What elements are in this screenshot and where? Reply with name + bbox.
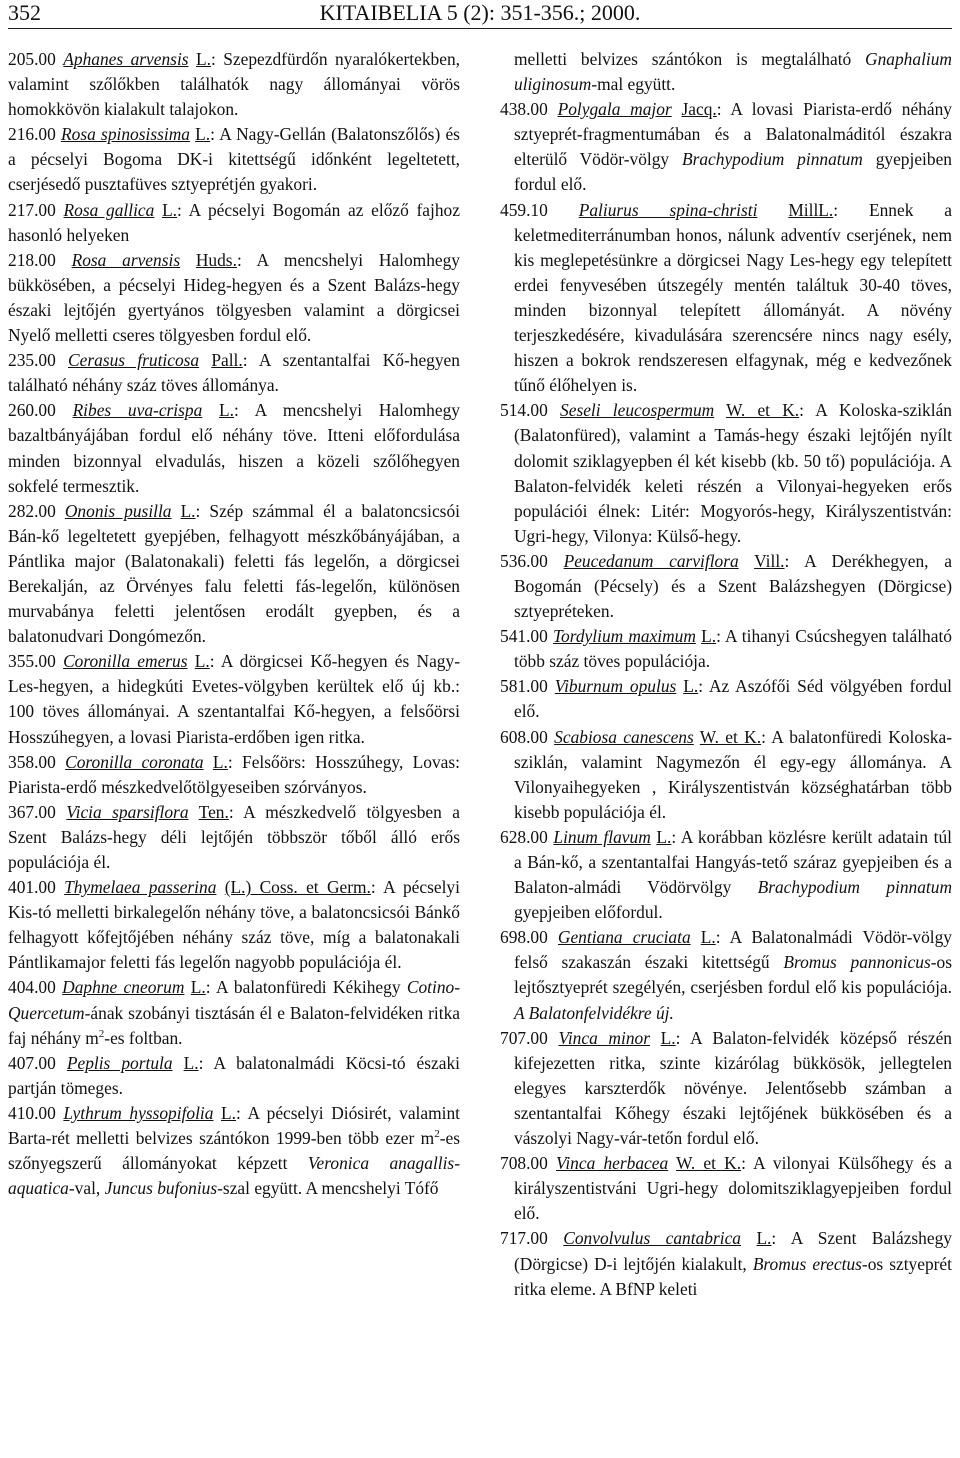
species-entry: 407.00 Peplis portula L.: A balatonalmádi Köcsi-tó északi partján tömeges.	[8, 1052, 460, 1098]
species-entry: 514.00 Seseli leucospermum W. et K.: A Koloska-sziklán (Balatonfüred), valamint a Tamás-hegy északi lejtőjén nyílt dolomit sziklagyepben él két kisebb (kb. 50 tő) populációja. A Balaton-felvidék keleti részén a Vilonyai-hegyeken erős populációi élnek: Litér: Mogyorós-hegy, Királyszentistván: Ugri-hegy, Vilonya: Külső-hegy.	[500, 400, 952, 546]
species-entry: 367.00 Vicia sparsiflora Ten.: A mészkedvelő tölgyesben a Szent Balázs-hegy déli lejtőjén többször tőből álló erős populációja él.	[8, 801, 460, 872]
species-entry: 628.00 Linum flavum L.: A korábban közlésre került adatain túl a Bán-kő, a szentantalfai Hangyás-tető száraz gyepjeiben és a Balaton-almádi Vödörvölgy Brachypodium pinnatum gyepjeiben előfordul.	[500, 826, 953, 923]
species-entry: 608.00 Scabiosa canescens W. et K.: A balatonfüredi Koloska-sziklán, valamint Nagymezőn él egy-egy állománya. A Vilonyaihegyeken , Királyszentistván községhatárban több kisebb populációja él.	[500, 726, 952, 822]
species-entry: 355.00 Coronilla emerus L.: A dörgicsei Kő-hegyen és Nagy-Les-hegyen, a hidegkúti Evetes-völgyben kerültek elő új kb.: 100 töves állományai. A szentantalfai Kő-hegyen, a felsőörsi Hosszúhegyen, a lovasi Piarista-erdőben igen ritka.	[8, 651, 460, 747]
species-entry: 698.00 Gentiana cruciata L.: A Balatonalmádi Vödör-völgy felső szakaszán északi kitettségű Bromus pannonicus-os lejtősztyeprét szegélyén, cserjésben fordul elő kis populációja. A Balatonfelvidékre új.	[500, 927, 952, 1023]
species-entry: 260.00 Ribes uva-crispa L.: A mencshelyi Halomhegy bazaltbányájában fordul elő néhány töve. Itteni előfordulása minden bizonnyal elvadulás, hiszen a közeli szőlőhegyen sokfelé termesztik.	[8, 400, 460, 496]
species-entry: 216.00 Rosa spinosissima L.: A Nagy-Gellán (Balatonszőlős) és a pécselyi Bogoma DK-i kitettségű időnként legeltetett, cserjésedő pusztafüves sztyeprétjén gyakori.	[8, 124, 460, 195]
species-entry: 235.00 Cerasus fruticosa Pall.: A szentantalfai Kő-hegyen található néhány száz töves állománya.	[8, 350, 460, 396]
page-number: 352	[8, 0, 41, 25]
right-column	[500, 47, 952, 1302]
species-entry: 282.00 Ononis pusilla L.: Szép számmal él a balatoncsicsói Bán-kő legeltetett gyepjében, felhagyott mészkőbányájában, a Pántlika major (Balatonakali) feletti fás legelőn, a dörgicsei Berekalján, az Örvényes falu feletti fás-legelőn, különösen murvabánya feletti jelentősen erodált gyepben, és a balatonudvari Dongómezőn.	[8, 500, 460, 647]
species-entry: 358.00 Coronilla coronata L.: Felsőörs: Hosszúhegy, Lovas: Piarista-erdő mészkedvelőtölgyeseiben szórványos.	[8, 751, 460, 797]
species-entry: 410.00 Lythrum hyssopifolia L.: A pécselyi Diósirét, valamint Barta-rét melletti belvizes szántókon 1999-ben több ezer $m^2-es$ szőnyegszerű állományokat képzett Veronica anagallis-aquatica-val, Juncus bufonius-szal együtt. A mencshelyi Tófő	[8, 1102, 460, 1199]
species-entry: 707.00 Vinca minor L.: A Balaton-felvidék középső részén kifejezetten ritka, szinte kizárólag bükkösök, jellegtelen elegyes karszterdők növénye. Jelentősebb számban a szentantalfai Kőhegy északi lejtőjének bükkösében és a vászolyi Nagy-vár-tetőn fordul elő.	[500, 1027, 953, 1149]
species-entry: 581.00 Viburnum opulus L.: Az Aszófői Séd völgyében fordul elő.	[500, 676, 952, 722]
journal-citation: KITAIBELIA 5 (2): 351-356.; 2000.	[319, 0, 641, 25]
species-entry: 401.00 Thymelaea passerina (L.) Coss. et Germ.: A pécselyi Kis-tó melletti birkalegelőn néhány töve, a balatoncsicsói Bánkő felhagyott kőfejtőjében néhány száz töve, míg a balatonakali Pántlikamajor feletti fás legelőn nagyobb populációja él.	[8, 877, 460, 973]
species-entry: 541.00 Tordylium maximum L.: A tihanyi Csúcshegyen található több száz töves populációja.	[500, 626, 952, 672]
species-entry: 218.00 Rosa arvensis Huds.: A mencshelyi Halomhegy bükkösében, a pécselyi Hideg-hegyen és a Szent Balázs-hegy északi lejtőjén gyertyános tölgyesben valamint a dörgicsei Nyelő melletti cseres tölgyesben fordul elő.	[8, 249, 460, 346]
running-header	[8, 0, 952, 29]
species-entry: 205.00 Aphanes arvensis L.: Szepezdfürdőn nyaralókertekben, valamint szőlőkben találhatók nagy állományai vörös homokkövön kialakult talajokon.	[8, 49, 461, 120]
species-entry: 438.00 Polygala major Jacq.: A lovasi Piarista-erdő néhány sztyeprét-fragmentumában és a Balatonalmáditól északra elterülő Vödör-völgy Brachypodium pinnatum gyepjeiben fordul elő.	[500, 99, 952, 195]
species-entry: 217.00 Rosa gallica L.: A pécselyi Bogomán az előző fajhoz hasonló helyeken	[8, 199, 460, 245]
species-entry: 404.00 Daphne cneorum L.: A balatonfüredi Kékihegy Cotino-Quercetum-ának szobányi tisztásán él e Balaton-felvidéken ritka faj néhány $m^2-es$ foltban.	[8, 977, 461, 1048]
left-column	[8, 47, 460, 1201]
species-entry: 536.00 Peucedanum carviflora Vill.: A Derékhegyen, a Bogomán (Pécsely) és a Szent Balázshegyen (Dörgicse) sztyepréteken.	[500, 550, 952, 622]
species-entry: 717.00 Convolvulus cantabrica L.: A Szent Balázshegy (Dörgicse) D-i lejtőjén kialakult, Bromus erectus-os sztyeprét ritka eleme. A BfNP keleti	[500, 1228, 952, 1299]
continued-paragraph: melletti belvizes szántókon is megtalálható Gnaphalium uliginosum-mal együtt.	[514, 49, 952, 95]
species-entry: 459.10 Paliurus spina-christi MillL.: Ennek a keletmediterránumban honos, nálunk adventív cserjének, nem kis meglepetésünkre a dörgicsei Nagy Les-hegy egy telepített erdei fenyvesében útszegély mentén találtuk 30-40 töves, minden bizonnyal telepített állományát. A növény terjeszkedésére, kivadulására szerencsére nincs nagy esély, hiszen a bokrok rendszeresen elfagynak, még e kedvezőnek tűnő élőhelyen is.	[500, 199, 952, 396]
species-entry: 708.00 Vinca herbacea W. et K.: A vilonyai Külsőhegy és a királyszentistváni Ugri-hegy dolomitsziklagyepjeiben fordul elő.	[500, 1153, 952, 1224]
